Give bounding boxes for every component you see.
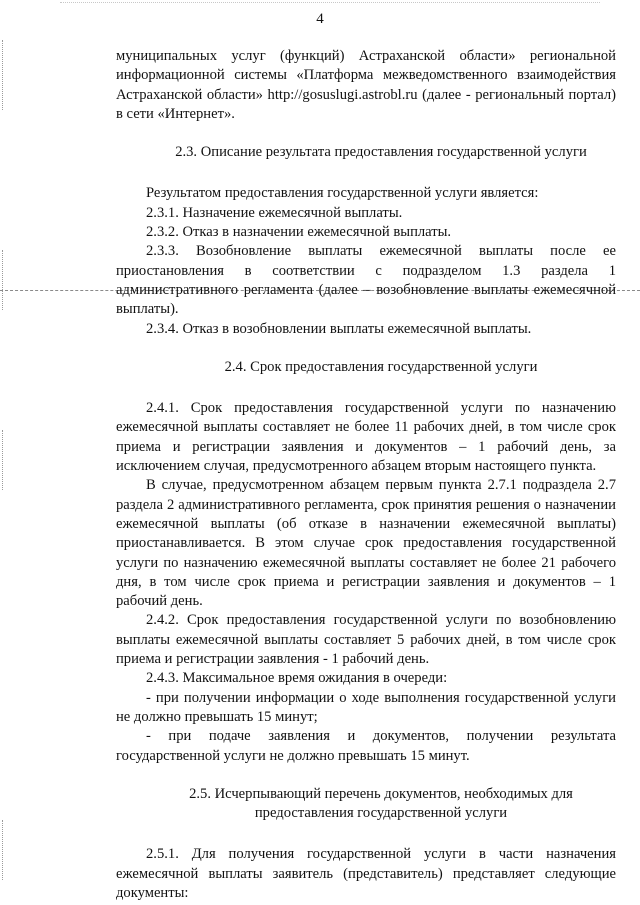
dash-item-submission: - при подаче заявления и документов, получении результата государственной услуги не должно превышать 15 минут.	[116, 728, 616, 764]
scan-artifact-left	[2, 250, 6, 310]
scan-artifact-left	[2, 40, 6, 110]
section-2-5-heading-line1: 2.5. Исчерпывающий перечень документов, необходимых для	[189, 785, 573, 802]
scan-artifact-top	[60, 2, 600, 3]
dash-item-info: - при получении информации о ходе выполнения государственной услуги не должно превышать 15 минут;	[116, 689, 616, 725]
intro-paragraph: муниципальных услуг (функций) Астраханской области» региональной информационной системы «Платформа межведомственного взаимодействия Астраханской области» http://gosuslugi.astrobl.ru (далее - региональный портал) в сети «Интернет».	[116, 48, 616, 122]
section-2-5-heading-line2: предоставления государственной услуги	[254, 805, 508, 822]
page-number: 4	[316, 11, 324, 27]
paragraph-2-4-1-case: В случае, предусмотренном абзацем первым пункта 2.7.1 подраздела 2.7 раздела 2 административного регламента, срок принятия решения о назначении ежемесячной выплаты (об отказе в назначении ежемесячной выплаты) приостанавливается. В этом случае срок предоставления государственной услуги по назначению ежемесячной выплаты составляет не более 21 рабочего дня, в том числе срок приема и регистрации заявления и документов – 1 рабочий день.	[116, 477, 616, 610]
section-2-3-heading: 2.3. Описание результата предоставления государственной услуги	[175, 144, 587, 161]
item-2-3-4: 2.3.4. Отказ в возобновлении выплаты ежемесячной выплаты.	[146, 320, 532, 337]
paragraph-2-4-1: 2.4.1. Срок предоставления государственной услуги по назначению ежемесячной выплаты составляет не более 11 рабочих дней, в том числе срок приема и регистрации заявления и документов – 1 рабочий день, за исключением случая, предусмотренного абзацем вторым настоящего пункта.	[116, 400, 616, 475]
item-2-3-2: 2.3.2. Отказ в назначении ежемесячной выплаты.	[146, 224, 452, 241]
document-body	[116, 47, 616, 903]
paragraph-2-5-1: 2.5.1. Для получения государственной услуги в части назначения ежемесячной выплаты заявитель (представитель) представляет следующие документы:	[116, 846, 616, 901]
section-2-3-lead: Результатом предоставления государственной услуги является:	[146, 185, 539, 202]
scan-artifact-left	[2, 820, 6, 880]
item-2-3-3: 2.3.3. Возобновление выплаты ежемесячной выплаты после ее приостановления в соответствии с подразделом 1.3 раздела 1 административного регламента (далее – возобновление выплаты ежемесячной выплаты).	[116, 243, 616, 318]
item-2-3-1: 2.3.1. Назначение ежемесячной выплаты.	[146, 204, 403, 221]
section-2-4-heading: 2.4. Срок предоставления государственной услуги	[224, 358, 538, 375]
paragraph-2-4-3: 2.4.3. Максимальное время ожидания в очереди:	[146, 670, 448, 687]
paragraph-2-4-2: 2.4.2. Срок предоставления государственной услуги по возобновлению выплаты ежемесячной выплаты составляет 5 рабочих дней, в том числе срок приема и регистрации заявления - 1 рабочий день.	[116, 612, 616, 668]
scan-artifact-left	[2, 430, 6, 490]
